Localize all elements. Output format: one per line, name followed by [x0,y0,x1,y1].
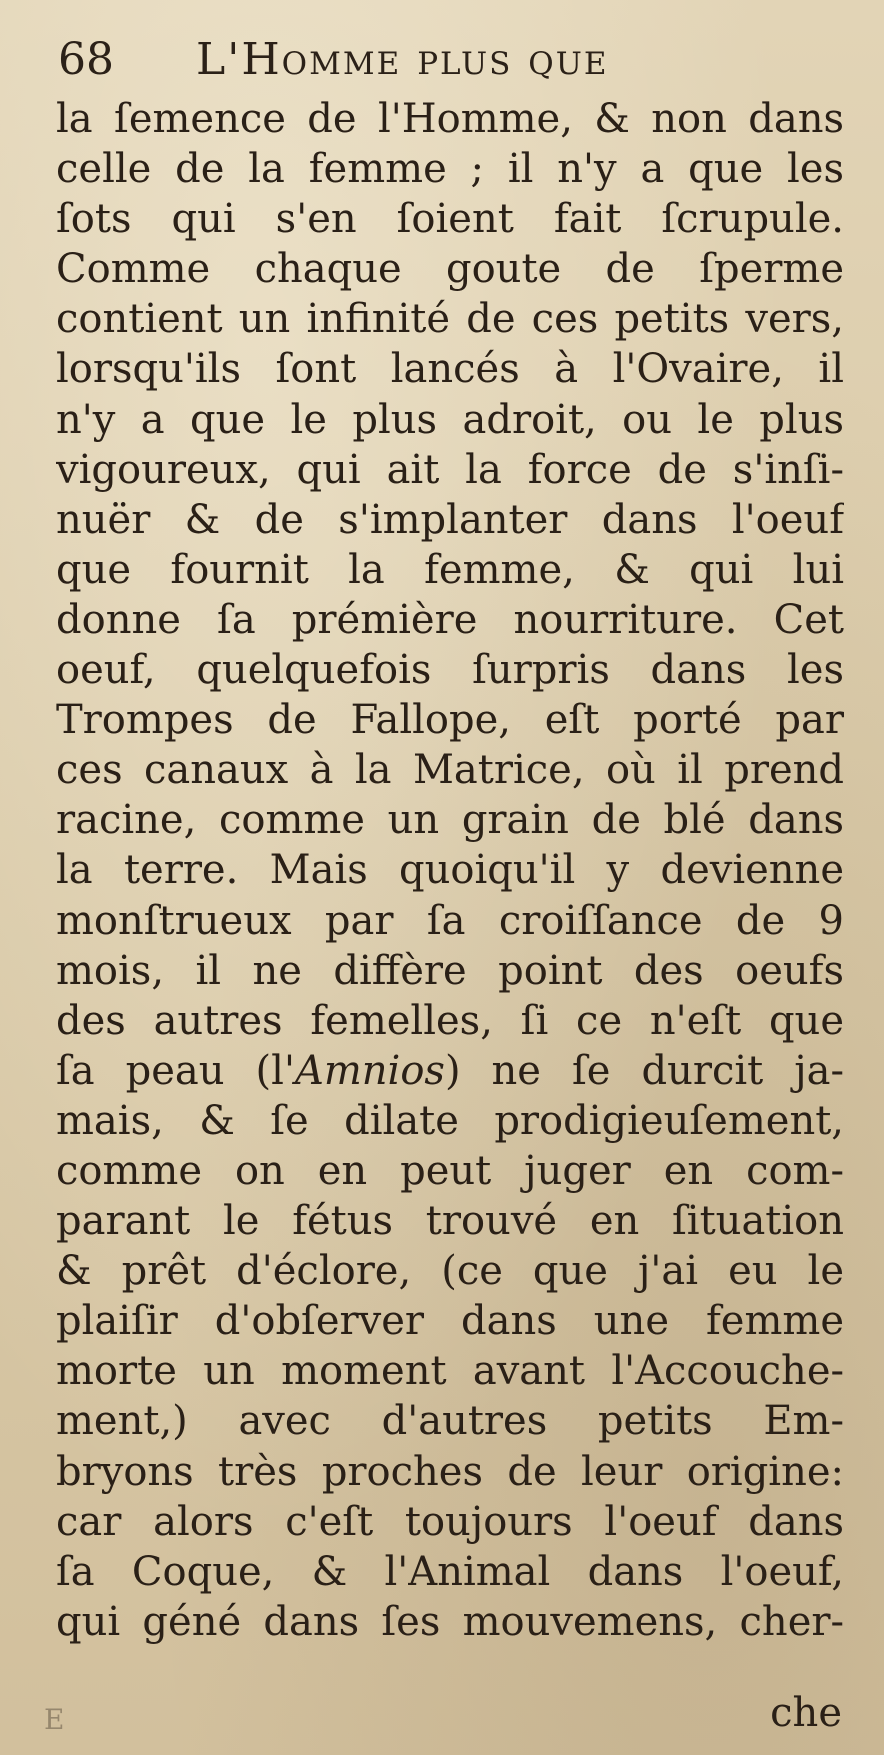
text-line: contient un infinité de ces petits vers, [56,296,844,343]
text-line: des autres femelles, ſi ce n'eſt que [56,997,844,1044]
text-line: plaiſir d'obſerver dans une femme [56,1298,844,1345]
text-line: ſots qui s'en ſoient fait ſcrupule. [56,196,844,243]
text-line: la terre. Mais quoiqu'il y devienne [56,847,844,894]
page-number: 68 [58,34,114,85]
catchword: che [770,1690,842,1736]
text-line: donne ſa prémière nourriture. Cet [56,596,844,643]
text-line: morte un moment avant l'Accouche- [56,1348,844,1395]
text-line: car alors c'eſt toujours l'oeuf dans [56,1498,844,1545]
text-line: Comme chaque goute de ſperme [56,246,844,293]
text-line: qui géné dans ſes mouvemens, cher- [56,1598,844,1645]
text-line: ment,) avec d'autres petits Em- [56,1398,844,1445]
text-line: la ſemence de l'Homme, & non dans [56,96,844,142]
text-line: ces canaux à la Matrice, où il prend [56,747,844,794]
running-title: L'Homme plus que [196,34,609,85]
text-line: mais, & ſe dilate prodigieuſement, [56,1097,844,1144]
text-line: nuër & de s'implanter dans l'oeuf [56,496,844,543]
text-line: n'y a que le plus adroit, ou le plus [56,396,844,443]
text-line: monſtrueux par ſa croiſſance de 9 [56,897,844,944]
text-line: que fournit la femme, & qui lui [56,546,844,593]
page-header [58,30,824,90]
text-line: vigoureux, qui ait la force de s'inſi- [56,446,844,493]
text-line: ſa Coque, & l'Animal dans l'oeuf, [56,1548,844,1595]
text-line: mois, il ne diffère point des oeufs [56,947,844,994]
text-line: celle de la femme ; il n'y a que les [56,146,844,193]
text-line: racine, comme un grain de blé dans [56,797,844,844]
text-line: ſa peau (l'Amnios) ne ſe durcit ja- [56,1047,844,1094]
text-line: oeuf, quelquefois ſurpris dans les [56,647,844,694]
text-line: & prêt d'éclore, (ce que j'ai eu le [56,1248,844,1295]
signature-mark: E [44,1703,65,1736]
text-line: comme on en peut juger en com- [56,1147,844,1194]
body-text [56,94,844,1647]
text-line: bryons très proches de leur origine: [56,1448,844,1495]
text-line: lorsqu'ils ſont lancés à l'Ovaire, il [56,346,844,393]
text-line: parant le fétus trouvé en ſituation [56,1198,844,1245]
text-line: Trompes de Fallope, eſt porté par [56,697,844,744]
italic-term: Amnios [294,1047,445,1094]
